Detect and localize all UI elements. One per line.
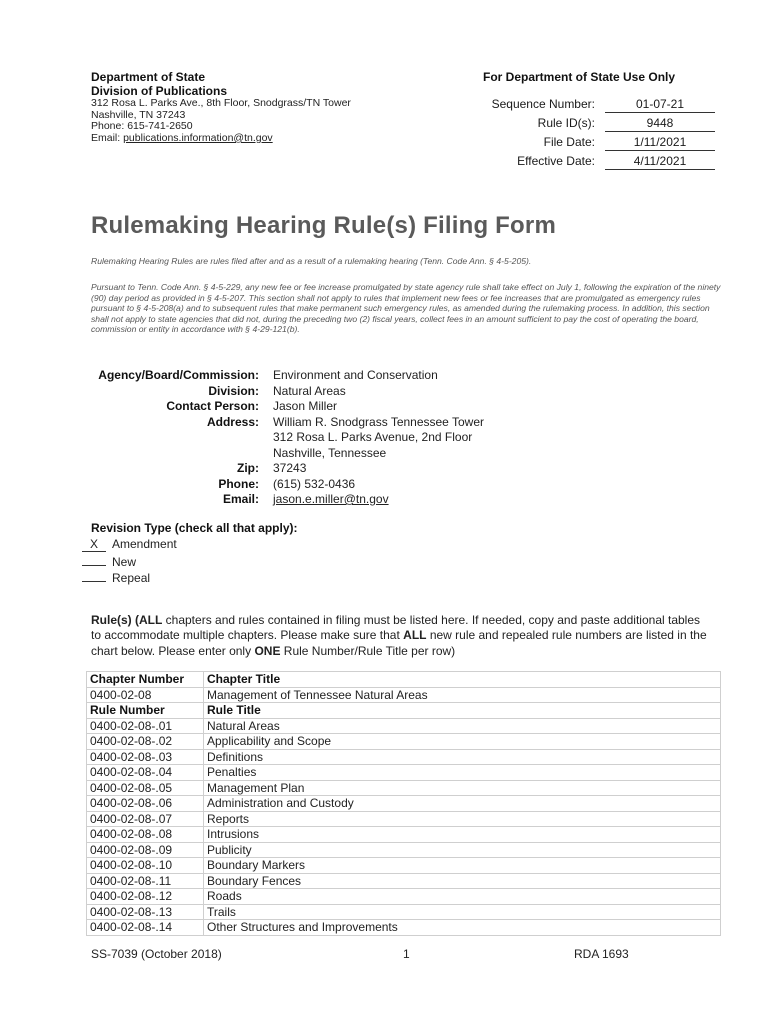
address-label: Address: <box>206 414 259 429</box>
rule-number-cell: 0400-02-08-.11 <box>87 873 204 889</box>
rule-title-cell: Roads <box>204 889 721 905</box>
chapter-header-row <box>87 672 721 688</box>
rule-title-cell: Publicity <box>204 842 721 858</box>
chapter-row <box>87 687 721 703</box>
contact-value: Jason Miller <box>273 399 338 413</box>
effective-date-value: 4/11/2021 <box>605 154 715 170</box>
division-name: Division of Publications <box>91 84 228 98</box>
table-row <box>87 827 721 843</box>
rule-number-cell: 0400-02-08-.03 <box>87 749 204 765</box>
table-row <box>87 796 721 812</box>
address-row-2 <box>91 430 721 446</box>
rule-number-cell: 0400-02-08-.05 <box>87 780 204 796</box>
zip-value: 37243 <box>273 461 307 475</box>
state-use-title: For Department of State Use Only <box>483 70 676 84</box>
address-line-1: William R. Snodgrass Tennessee Tower <box>273 414 484 429</box>
repeal-checkbox[interactable] <box>82 568 106 582</box>
contact-label: Contact Person: <box>166 399 259 413</box>
table-row <box>87 780 721 796</box>
agency-info-block <box>91 368 721 508</box>
publisher-address-block <box>91 70 351 144</box>
rule-number-cell: 0400-02-08-.07 <box>87 811 204 827</box>
fee-paragraph: Pursuant to Tenn. Code Ann. § 4-5-229, any new fee or fee increase promulgated by state agency rule shall take effect on July 1, following the expiration of the ninety (90) day period as provided in § 4-5-207. This section shall not apply to rules that implement new fees or fee increases that are promulgated as emergency rules pursuant to § 4-5-208(a) and to subsequent rules that make permanent such emergency rules, as amended during the rulemaking process. In addition, this section shall not apply to state agencies that did not, during the preceding two (2) fiscal years, collect fees in an amount sufficient to pay the cost of operating the board, commission or entity in accordance with § 4-29-121(b). <box>91 282 721 335</box>
amendment-label: Amendment <box>112 537 177 551</box>
file-date-label: File Date: <box>543 135 595 149</box>
rule-number-cell: 0400-02-08-.06 <box>87 796 204 812</box>
rule-title-cell: Applicability and Scope <box>204 734 721 750</box>
rules-instructions <box>91 613 711 659</box>
division-label: Division: <box>208 383 259 398</box>
effective-date-label: Effective Date: <box>517 154 595 168</box>
rule-header-row <box>87 703 721 719</box>
rule-title-cell: Reports <box>204 811 721 827</box>
phone-label: Phone: <box>218 476 259 491</box>
rule-number-cell: 0400-02-08-.01 <box>87 718 204 734</box>
rule-title-cell: Administration and Custody <box>204 796 721 812</box>
phone-line: Phone: 615-741-2650 <box>91 120 193 133</box>
revision-amendment <box>82 536 177 552</box>
intro-paragraph: Rulemaking Hearing Rules are rules filed after and as a result of a rulemaking hearing (Tenn. Code Ann. § 4-5-205). <box>91 256 532 266</box>
rules-table <box>86 671 721 936</box>
address-line-2: 312 Rosa L. Parks Avenue, 2nd Floor <box>273 430 473 444</box>
file-date-row <box>470 135 720 153</box>
chapter-number-cell: 0400-02-08 <box>87 687 204 703</box>
email-row <box>91 492 721 508</box>
new-checkbox[interactable] <box>82 552 106 566</box>
table-row <box>87 904 721 920</box>
contact-row <box>91 399 721 415</box>
rule-id-row <box>470 116 720 134</box>
rule-title-cell: Other Structures and Improvements <box>204 920 721 936</box>
rule-number-cell: 0400-02-08-.12 <box>87 889 204 905</box>
address-row-3 <box>91 446 721 462</box>
rule-title-cell: Boundary Fences <box>204 873 721 889</box>
rule-number-cell: 0400-02-08-.08 <box>87 827 204 843</box>
chapter-number-header: Chapter Number <box>87 672 204 688</box>
table-row <box>87 811 721 827</box>
contact-email-link[interactable]: jason.e.miller@tn.gov <box>273 492 389 506</box>
publications-email-link[interactable]: publications.information@tn.gov <box>123 131 273 144</box>
rule-id-value: 9448 <box>605 116 715 132</box>
division-row <box>91 384 721 400</box>
table-row <box>87 889 721 905</box>
rda-number: RDA 1693 <box>574 947 629 961</box>
address-line-3: Nashville, Tennessee <box>273 445 387 460</box>
revision-repeal <box>82 568 150 584</box>
table-row <box>87 858 721 874</box>
zip-row <box>91 461 721 477</box>
file-date-value: 1/11/2021 <box>605 135 715 151</box>
sequence-number-row <box>470 97 720 115</box>
table-row <box>87 718 721 734</box>
rule-number-header: Rule Number <box>87 703 204 719</box>
sequence-number-label: Sequence Number: <box>491 97 595 111</box>
chapter-title-cell: Management of Tennessee Natural Areas <box>204 687 721 703</box>
rules-note-part-1: Rule(s) ( <box>91 613 139 627</box>
email-label: Email: <box>91 131 124 144</box>
rule-number-cell: 0400-02-08-.04 <box>87 765 204 781</box>
rule-number-cell: 0400-02-08-.10 <box>87 858 204 874</box>
table-row <box>87 734 721 750</box>
phone-row <box>91 477 721 493</box>
sequence-number-value: 01-07-21 <box>605 97 715 113</box>
rules-note-part-3: new rule and repealed rule numbers are listed in the chart below. Please enter only <box>91 628 707 658</box>
revision-type-title: Revision Type (check all that apply): <box>91 521 298 535</box>
table-row <box>87 749 721 765</box>
zip-label: Zip: <box>237 461 259 475</box>
address-row <box>91 415 721 431</box>
repeal-label: Repeal <box>112 571 151 585</box>
rule-title-cell: Trails <box>204 904 721 920</box>
page-title: Rulemaking Hearing Rule(s) Filing Form <box>91 212 556 239</box>
rule-title-header: Rule Title <box>204 703 721 719</box>
dept-name: Department of State <box>91 70 206 84</box>
rules-note-all-1: ALL <box>139 613 163 627</box>
agency-value: Environment and Conservation <box>273 368 438 382</box>
table-row <box>87 920 721 936</box>
rule-number-cell: 0400-02-08-.09 <box>87 842 204 858</box>
rule-number-cell: 0400-02-08-.13 <box>87 904 204 920</box>
rule-title-cell: Penalties <box>204 765 721 781</box>
rule-id-label: Rule ID(s): <box>537 116 595 130</box>
table-row <box>87 873 721 889</box>
rules-note-all-2: ALL <box>403 628 427 643</box>
rule-title-cell: Boundary Markers <box>204 858 721 874</box>
phone-value: (615) 532-0436 <box>273 476 356 491</box>
email-line <box>91 133 351 145</box>
street-address: 312 Rosa L. Parks Ave., 8th Floor, Snodgrass/TN Tower <box>91 97 351 109</box>
new-label: New <box>112 555 137 569</box>
revision-new <box>82 552 136 568</box>
agency-label: Agency/Board/Commission: <box>98 368 259 382</box>
rule-number-cell: 0400-02-08-.14 <box>87 920 204 936</box>
rules-note-one: ONE <box>254 643 281 658</box>
table-row <box>87 842 721 858</box>
rules-note-part-4: Rule Number/Rule Title per row) <box>280 643 456 658</box>
table-row <box>87 765 721 781</box>
rules-note-part-2: chapters and rules contained in filing must be listed here. If needed, copy and paste additional tables to accommodate multiple chapters. Please make sure that <box>91 613 701 643</box>
city-line: Nashville, TN 37243 <box>91 108 186 121</box>
amendment-checkbox[interactable]: X <box>82 538 106 552</box>
division-value: Natural Areas <box>273 383 346 398</box>
rule-title-cell: Management Plan <box>204 780 721 796</box>
page-number: 1 <box>403 947 410 961</box>
rule-title-cell: Definitions <box>204 749 721 765</box>
agency-row <box>91 368 721 384</box>
rule-title-cell: Intrusions <box>204 827 721 843</box>
form-number: SS-7039 (October 2018) <box>91 947 222 961</box>
email-label: Email: <box>222 492 259 506</box>
rule-number-cell: 0400-02-08-.02 <box>87 734 204 750</box>
effective-date-row <box>470 154 720 172</box>
chapter-title-header: Chapter Title <box>204 672 721 688</box>
rule-title-cell: Natural Areas <box>204 718 721 734</box>
